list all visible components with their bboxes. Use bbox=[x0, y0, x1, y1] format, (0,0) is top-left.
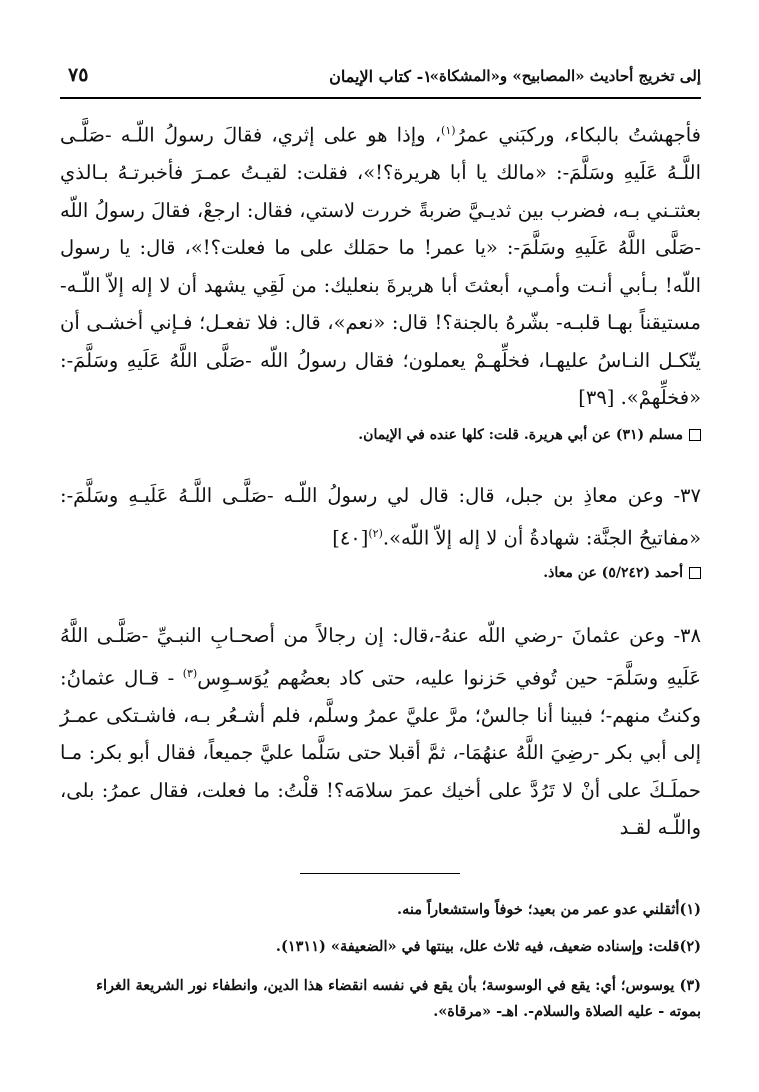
hadith-37-source bbox=[60, 565, 701, 581]
footnote-2: (٢)قلت: وإسناده ضعيف، فيه ثلاث علل، بينتها في «الضعيفة» (١٣١١). bbox=[275, 938, 701, 955]
hadith-37-part-a: ٣٧- وعن معاذِ بن جبل، قال: قال لي رسولُ اللّـه -صَلَّـى اللَّـهُ عَلَيـهِ وسَلَّمَ-: «مفاتيحُ الجنَّة: شهادةُ أن لا إله إلاّ اللّه». bbox=[60, 484, 701, 549]
source-note-37: أحمد (٥/٢٤٢) عن معاذ. bbox=[543, 565, 683, 581]
footnote-ref-3: (٣) bbox=[182, 666, 198, 680]
book-title: إلى تخريج أحاديث «المصابيح» و«المشكاة» bbox=[429, 67, 701, 85]
footnote-ref-2: (٢) bbox=[368, 526, 383, 540]
source-note-36: مسلم (٣١) عن أبي هريرة. قلت: كلها عنده في الإيمان. bbox=[358, 427, 683, 443]
footnote-3: (٣) يوسوس؛ أي: يقع في الوسوسة؛ بأن يقع في نفسه انقضاء هذا الدين، وانطفاء نور الشريعة الغراء بموته - عليه الصلاة والسلام-. اهـ- «مرقاة». bbox=[96, 977, 701, 1020]
hadith-36-source bbox=[60, 427, 701, 443]
hadith-38-part-b: - قـال عثمانُ: وكنتُ منهم-؛ فبينا أنا جالسٌ؛ مرَّ عليَّ عمرُ وسلَّم، فلم أشـعُر بـه، فاشـتكى عمـرُ إلى أبي بكر -رضِيَ اللَّهُ عنهُمَا-، ثمَّ أقبلا حتى سَلَّما عليَّ جميعاً، فقال أبو بكر: مـا حملَـكَ على أنْ لا تَرُدَّ على أخيك عمرَ سلامَه؟! قلْتُ: ما فعلت، فقال عمرُ: بلى، واللّـه لقـد bbox=[60, 666, 701, 839]
hadith-36-part-a: فأجهشتُ بالبكاء، وركبَني عمرُ bbox=[455, 123, 701, 147]
hadith-36-text bbox=[60, 112, 701, 417]
chapter-title: ١- كتاب الإيمان bbox=[329, 66, 432, 86]
square-bullet-icon bbox=[689, 429, 701, 441]
header-divider bbox=[60, 97, 701, 99]
hadith-38-part-a: ٣٨- وعن عثمانَ -رضي اللّه عنهُ-،قال: إن رجالاً من أصحـابِ النبـيِّ -صَلَّـى اللَّهُ عَلَيهِ وسَلَّمَ- حين تُوفي حَزنوا عليه، حتى كاد بعضُهم يُوَسـوِس bbox=[60, 624, 701, 689]
hadith-36-part-b: ، وإذا هو على إثري، فقالَ رسولُ اللّـه -صَلَّـى اللَّـهُ عَلَيهِ وسَلَّمَ-: «مالك يا أبا هريرة؟!»، فقلت: لقيـتُ عمـرَ فأخبرتـهُ بـالذي بعثتـني بـه، فضرب بين ثديـيَّ ضربةً خررت لاستي، فقال: ارجعْ، فقالَ رسولُ اللّه -صَلَّى اللَّهُ عَلَيهِ وسَلَّمَ-: «يا عمر! ما حمَلك على ما فعلت؟!»، قال: يا رسول اللّه! بـأبي أنـت وأمـي، أبعثتَ أبا هريرةَ بنعليك: من لَقِي يشهد أن لا إله إلاّ اللّـه- مستيقناً بهـا قلبـه- بشّرهُ بالجنة؟! قال: «نعم»، قال: فلا تفعـل؛ فـإني أخشـى أن يتّكـل النـاسُ عليهـا، فخلِّهـمْ يعملون؛ فقال رسولُ اللّه -صَلَّى اللَّهُ عَلَيهِ وسَلَّمَ-: «فخلِّهمْ». [٣٩] bbox=[60, 123, 701, 409]
hadith-37-part-b: [٤٠] bbox=[332, 526, 369, 549]
hadith-37-text bbox=[60, 477, 701, 557]
footnote-1: (١)أثقلني عدو عمر من بعيد؛ خوفاً واستشعاراً منه. bbox=[397, 901, 701, 918]
hadith-38-text bbox=[60, 617, 701, 847]
running-header bbox=[60, 56, 701, 96]
page-number: ٧٥ bbox=[68, 64, 89, 86]
footnote-divider bbox=[300, 873, 460, 874]
square-bullet-icon bbox=[689, 567, 701, 579]
footnote-ref-1: (١) bbox=[441, 124, 456, 137]
